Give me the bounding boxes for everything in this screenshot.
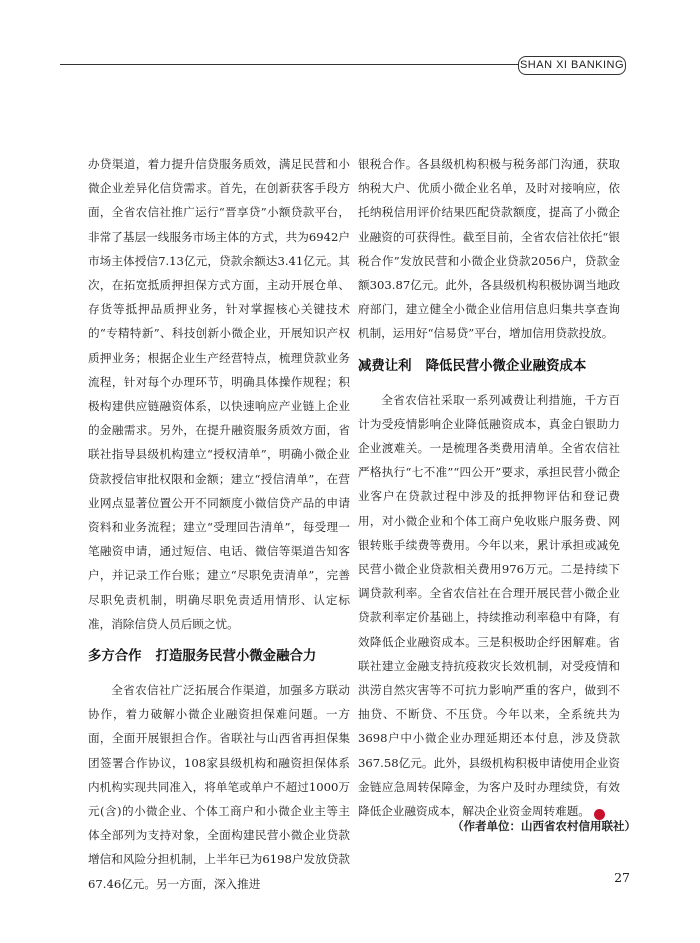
end-of-article-icon: 晋 xyxy=(594,809,605,820)
masthead-badge: SHAN XI BANKING xyxy=(518,56,626,75)
body-paragraph-text: 全省农信社采取一系列减费让利措施，千方百计为受疫情影响企业降低融资成本，真金白银助力企业渡难关。一是梳理各类费用清单。全省农信社严格执行“七不准”“四公开”要求，承担民营小微企业客户在贷款过程中涉及的抵押物评估和登记费用，对小微企业和个体工商户免收账户服务费、网银转账手续费等费用。今年以来，累计承担或减免民营小微企业贷款相关费用976万元。二是持续下调贷款利率。全省农信社在合理开展民营小微企业贷款利率定价基础上，持续推动利率稳中有降，有效降低企业融资成本。三是积极助企纾困解难。省联社建立金融支持抗疫救灾长效机制，对受疫情和洪涝自然灾害等不可抗力影响严重的客户，做到不抽贷、不断贷、不压贷。今年以来，全系统共为3698户中小微企业办理延期还本付息，涉及贷款367.58亿元。此外，县级机构积极申请使用企业资金链应急周转保障金，为客户及时办理续贷，有效降低企业融资成本，解决企业资金周转难题。 xyxy=(358,392,620,819)
author-byline: （作者单位：山西省农村信用联社） xyxy=(452,819,636,833)
section-heading xyxy=(358,353,620,381)
section-heading-keyword: 减费让利 xyxy=(358,358,412,374)
page-number: 27 xyxy=(614,870,630,885)
section-heading-title: 打造服务民营小微金融合力 xyxy=(155,649,317,665)
body-paragraph: 银税合作。各县级机构积极与税务部门沟通，获取纳税大户、优质小微企业名单，及时对接响应，依托纳税信用评价结果匹配贷款额度，提高了小微企业融资的可获得性。截至目前，全省农信社依托“银税合作”发放民营和小微企业贷款2056户，贷款金额303.87亿元。此外，各县级机构积极协调当地政府部门，建立健全小微企业信用信息归集共享查询机制，运用好“信易贷”平台，增加信用贷款投放。 xyxy=(358,157,620,341)
section-heading-title: 降低民营小微企业融资成本 xyxy=(425,358,587,374)
section-heading xyxy=(88,643,350,671)
body-paragraph: 办贷渠道，着力提升信贷服务质效，满足民营和小微企业差异化信贷需求。首先，在创新获客手段方面，全省农信社推广运行“晋享贷”小额贷款平台，非常了基层一线服务市场主体的方式，共为6942户市场主体授信7.13亿元，贷款余额达3.41亿元。其次，在拓宽抵质押担保方式方面，主动开展仓单、存货等抵押品质押业务，针对掌握核心关键技术的“专精特新”、科技创新小微企业，开展知识产权质押业务；根据企业生产经营特点，梳理贷款业务流程，针对每个办理环节，明确具体操作规程；积极构建供应链融资体系，以快速响应产业链上企业的金融需求。另外，在提升融资服务质效方面，省联社指导县级机构建立“授权清单”，明确小微企业贷款授信审批权限和金额；建立“授信清单”，在营业网点显著位置公开不同额度小微信贷产品的申请资料和业务流程；建立“受理回告清单”，每受理一笔融资申请，通过短信、电话、微信等渠道告知客户，并记录工作台账；建立“尽职免责清单”，完善尽职免责机制，明确尽职免责适用情形、认定标准，消除信贷人员后顾之忧。 xyxy=(88,157,350,631)
header-rule xyxy=(60,64,580,65)
body-paragraph: 全省农信社广泛拓展合作渠道，加强多方联动协作，着力破解小微企业融资担保难问题。一方面，全面开展银担合作。省联社与山西省再担保集团签署合作协议，108家县级机构和融资担保体系内机构实现共同准入，将单笔或单户不超过1000万元(含)的小微企业、个体工商户和小微企业主等主体全部列为支持对象，全面构建民营小微企业贷款增信和风险分担机制，上半年已为6198户发放贷款67.46亿元。另一方面，深入推进 xyxy=(88,683,350,891)
left-column xyxy=(88,152,350,896)
section-heading-keyword: 多方合作 xyxy=(88,649,142,665)
body-paragraph xyxy=(358,388,625,824)
right-column xyxy=(358,152,625,823)
